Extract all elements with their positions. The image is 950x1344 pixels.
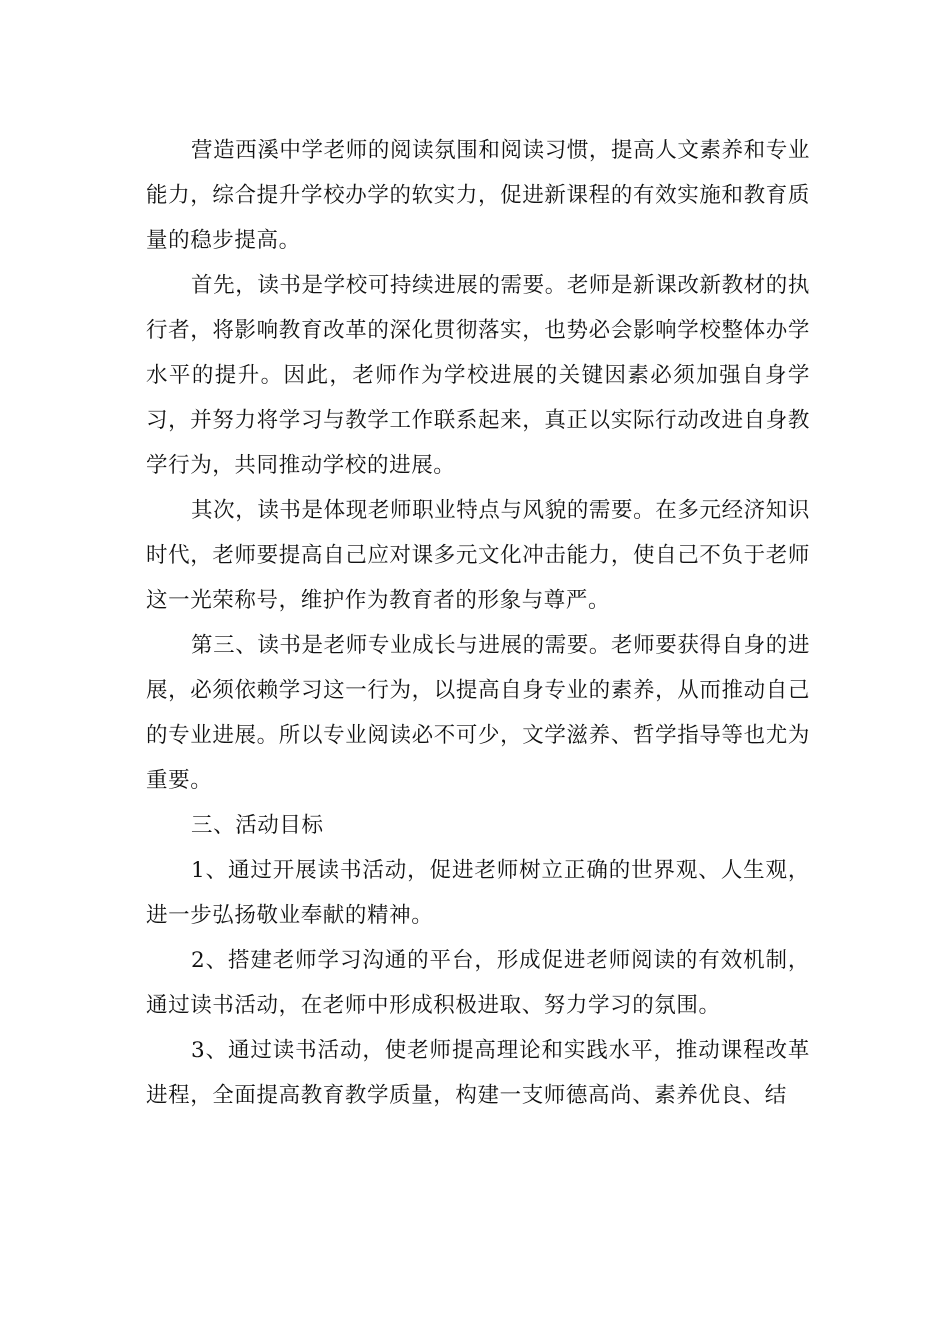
paragraph-second-reason: 其次，读书是体现老师职业特点与风貌的需要。在多元经济知识时代，老师要提高自己应对课多元文化冲击能力，使自己不负于老师这一光荣称号，维护作为教育者的形象与尊严。: [146, 498, 810, 613]
section-heading-goals: 三、活动目标: [191, 813, 324, 838]
goal-item-3: 3、通过读书活动，使老师提高理论和实践水平，推动课程改革进程，全面提高教育教学质量，构建一支师德高尚、素养优良、结: [146, 1038, 810, 1108]
paragraph-intro: 营造西溪中学老师的阅读氛围和阅读习惯，提高人文素养和专业能力，综合提升学校办学的软实力，促进新课程的有效实施和教育质量的稳步提高。: [146, 138, 810, 253]
goal-item-2: 2、搭建老师学习沟通的平台，形成促进老师阅读的有效机制，通过读书活动，在老师中形成积极进取、努力学习的氛围。: [146, 948, 810, 1018]
paragraph-first-reason: 首先，读书是学校可持续进展的需要。老师是新课改新教材的执行者，将影响教育改革的深化贯彻落实，也势必会影响学校整体办学水平的提升。因此，老师作为学校进展的关键因素必须加强自身学习，并努力将学习与教学工作联系起来，真正以实际行动改进自身教学行为，共同推动学校的进展。: [146, 273, 810, 478]
paragraph-third-reason: 第三、读书是老师专业成长与进展的需要。老师要获得自身的进展，必须依赖学习这一行为，以提高自身专业的素养，从而推动自己的专业进展。所以专业阅读必不可少，文学滋养、哲学指导等也尤为重要。: [146, 633, 810, 793]
document-body: [146, 128, 810, 1118]
goal-item-1: 1、通过开展读书活动，促进老师树立正确的世界观、人生观，进一步弘扬敬业奉献的精神。: [146, 858, 810, 928]
